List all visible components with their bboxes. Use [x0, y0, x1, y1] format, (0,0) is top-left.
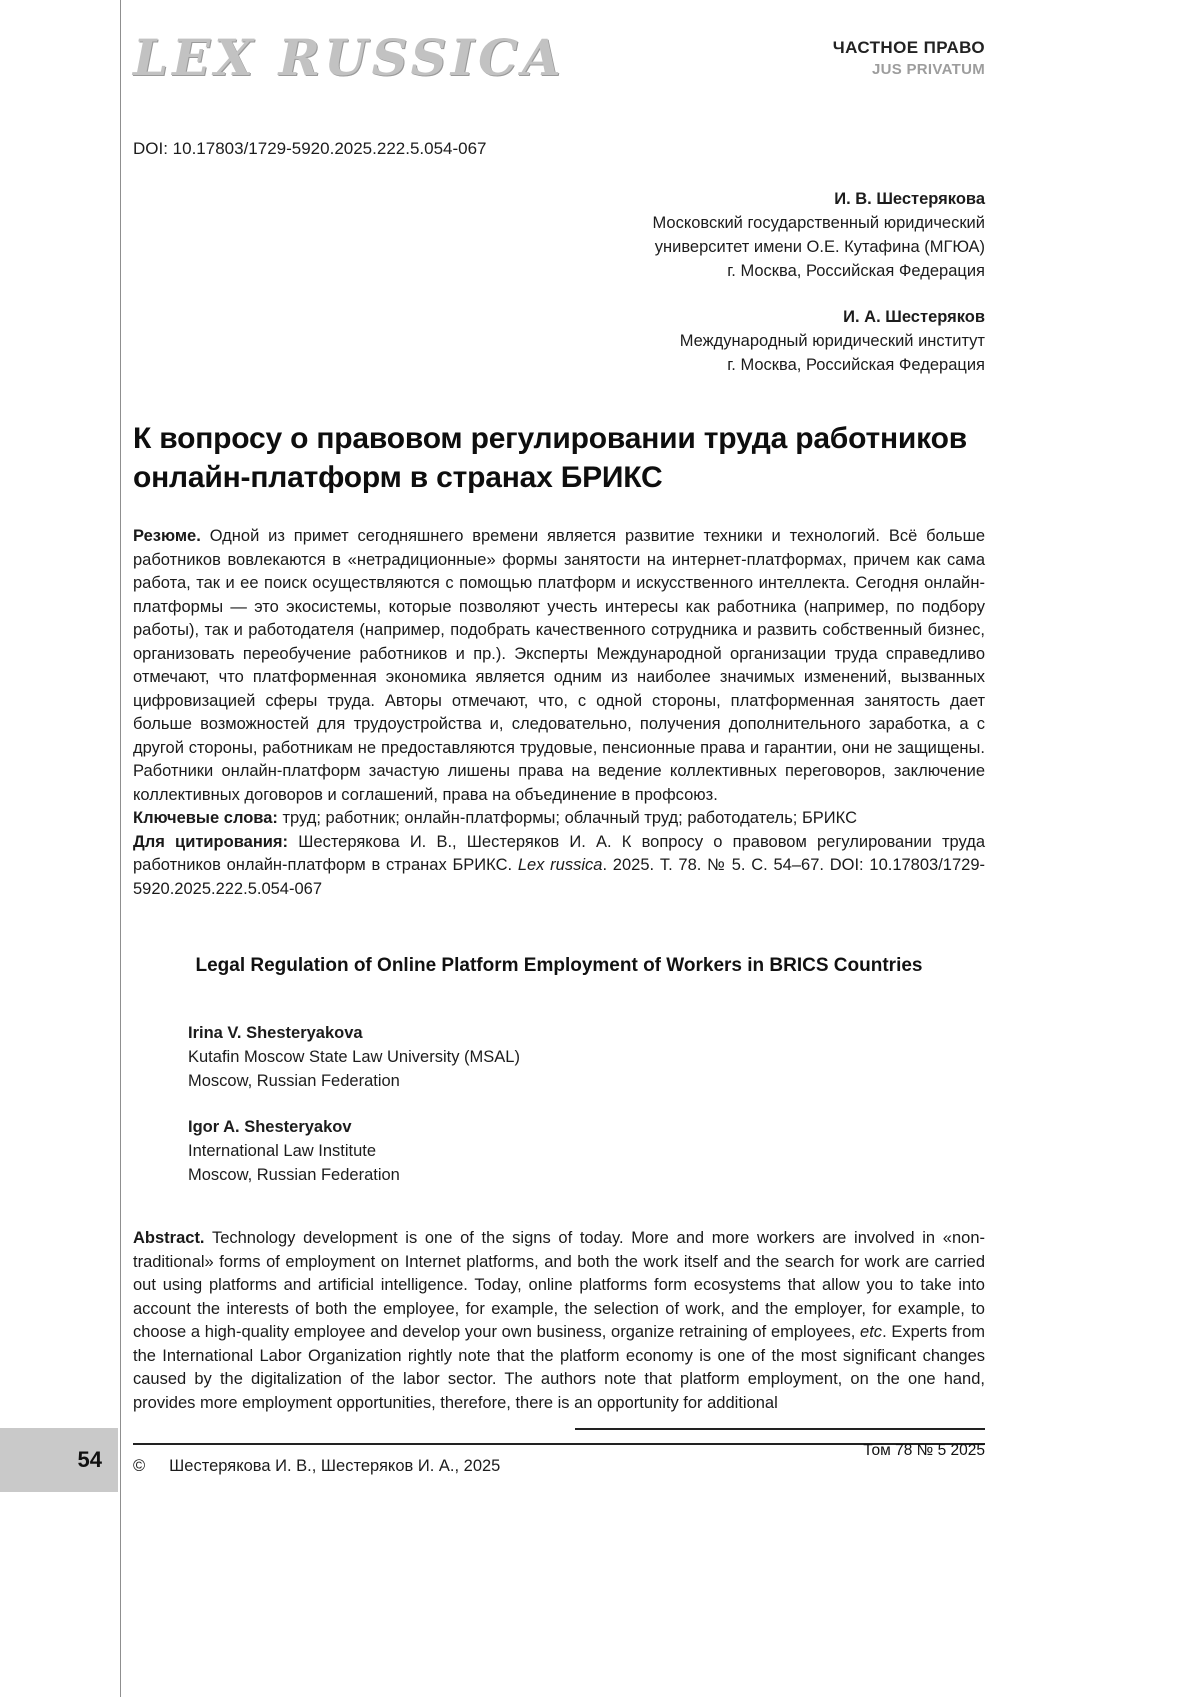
page-number: 54: [77, 1447, 102, 1472]
keywords-label: Ключевые слова:: [133, 809, 278, 827]
authors-block-ru: [133, 187, 985, 377]
page-number-box: [0, 1428, 118, 1492]
author-affiliation-line: Московский государственный юридический: [652, 214, 985, 232]
abstract-en-label: Abstract.: [133, 1229, 205, 1247]
copyright-text: Шестерякова И. В., Шестеряков И. А., 2025: [169, 1457, 501, 1475]
citation-label: Для цитирования:: [133, 832, 289, 851]
abstract-en-text-2: . Experts from the International Labor Organization rightly note that the platform economy is one of the most significant changes caused by the digitalization of the labor sector. The authors note that platform employment, on the one hand, provides more employment opportunities, therefore, there is an opportunity for additional: [133, 1323, 985, 1412]
section-label-ru: ЧАСТНОЕ ПРАВО: [832, 38, 985, 57]
author-affiliation-line: Kutafin Moscow State Law University (MSAL): [188, 1048, 520, 1066]
citation-text-1: Шестерякова И. В., Шестеряков И. А. К вопросу о правовом регулировании труда работников онлайн-платформ в странах БРИКС.: [133, 832, 986, 874]
citation-ru: [133, 831, 985, 902]
citation-text-2: . 2025. Т. 78. № 5. С. 54–67. DOI: 10.17803/1729-5920.2025.222.5.054-067: [133, 856, 985, 898]
author-ru-2: [133, 305, 985, 377]
citation-journal-name: Lex russica: [517, 856, 603, 874]
left-vertical-rule: [120, 0, 121, 1697]
section-labels: [833, 30, 985, 78]
keywords-ru: [133, 807, 985, 831]
volume-issue-label: Том 78 № 5 2025: [863, 1442, 985, 1459]
abstract-en-text-1: Technology development is one of the signs of today. More and more workers are involved in «non-traditional» forms of employment on Internet platforms, and both the work itself and the search for work are carried out using platforms and artificial intelligence. Today, online platforms form ecosystems that allow you to take into account the interests of both the employee, for example, the selection of work, and the employer, for example, to choose a high-quality employee and develop your own business, organize retraining of employees,: [133, 1229, 985, 1341]
section-label-latin: JUS PRIVATUM: [871, 61, 985, 78]
footer-divider: [575, 1428, 985, 1430]
keywords-text: труд; работник; онлайн-платформы; облачный труд; работодатель; БРИКС: [282, 809, 857, 827]
author-en-2: [188, 1115, 985, 1187]
copyright-symbol: ©: [133, 1457, 146, 1475]
doi-text: DOI: 10.17803/1729-5920.2025.222.5.054-067: [133, 139, 487, 158]
author-en-1: [188, 1021, 985, 1093]
abstract-en-italic: etc: [860, 1323, 883, 1341]
author-affiliation-line: Moscow, Russian Federation: [188, 1072, 400, 1090]
author-affiliation-line: Международный юридический институт: [679, 332, 985, 350]
abstract-ru-text: Одной из примет сегодняшнего времени является развитие техники и технологий. Всё больше работников вовлекаются в «нетрадиционные» формы занятости на интернет-платформах, причем как сама работа, так и ее поиск осуществляются с помощью платформ и искусственного интеллекта. Сегодня онлайн-платформы — это экосистемы, которые позволяют учесть интересы как работника (например, по подбору работы), так и работодателя (например, подобрать качественного сотрудника и развить собственный бизнес, организовать переобучение работников и пр.). Эксперты Международной организации труда справедливо отмечают, что платформенная экономика является одним из наиболее значимых изменений, вызванных цифровизацией сферы труда. Авторы отмечают, что, с одной стороны, платформенная занятость дает больше возможностей для трудоустройства и, следовательно, получения дополнительного заработка, а с другой стороны, работникам не предоставляются трудовые, пенсионные права и гарантии, они не защищены. Работники онлайн-платформ зачастую лишены права на ведение коллективных переговоров, заключение коллективных договоров и соглашений, права на объединение в профсоюз.: [133, 527, 985, 804]
abstract-ru-label: Резюме.: [133, 527, 201, 545]
author-affiliation-line: International Law Institute: [188, 1142, 377, 1160]
abstract-en: [133, 1227, 985, 1415]
author-affiliation-line: г. Москва, Российская Федерация: [727, 356, 985, 374]
author-affiliation-line: г. Москва, Российская Федерация: [727, 262, 985, 280]
authors-block-en: [188, 1021, 985, 1187]
author-affiliation-line: Moscow, Russian Federation: [188, 1166, 400, 1184]
author-affiliation-line: университет имени О.Е. Кутафина (МГЮА): [654, 238, 985, 256]
author-name: И. А. Шестеряков: [843, 308, 985, 326]
page-header: [133, 0, 985, 85]
content-column: [133, 0, 985, 1476]
author-ru-1: [133, 187, 985, 283]
author-name: Igor A. Shesteryakov: [188, 1118, 352, 1136]
author-name: И. В. Шестерякова: [834, 190, 985, 208]
journal-logo: LEX RUSSICA: [133, 28, 565, 87]
abstract-ru: [133, 525, 985, 807]
article-title-en: Legal Regulation of Online Platform Employment of Workers in BRICS Countries: [195, 955, 923, 976]
author-name: Irina V. Shesteryakova: [188, 1024, 363, 1042]
article-title-ru: К вопросу о правовом регулировании труда работников онлайн-платформ в странах БРИКС: [133, 422, 967, 494]
